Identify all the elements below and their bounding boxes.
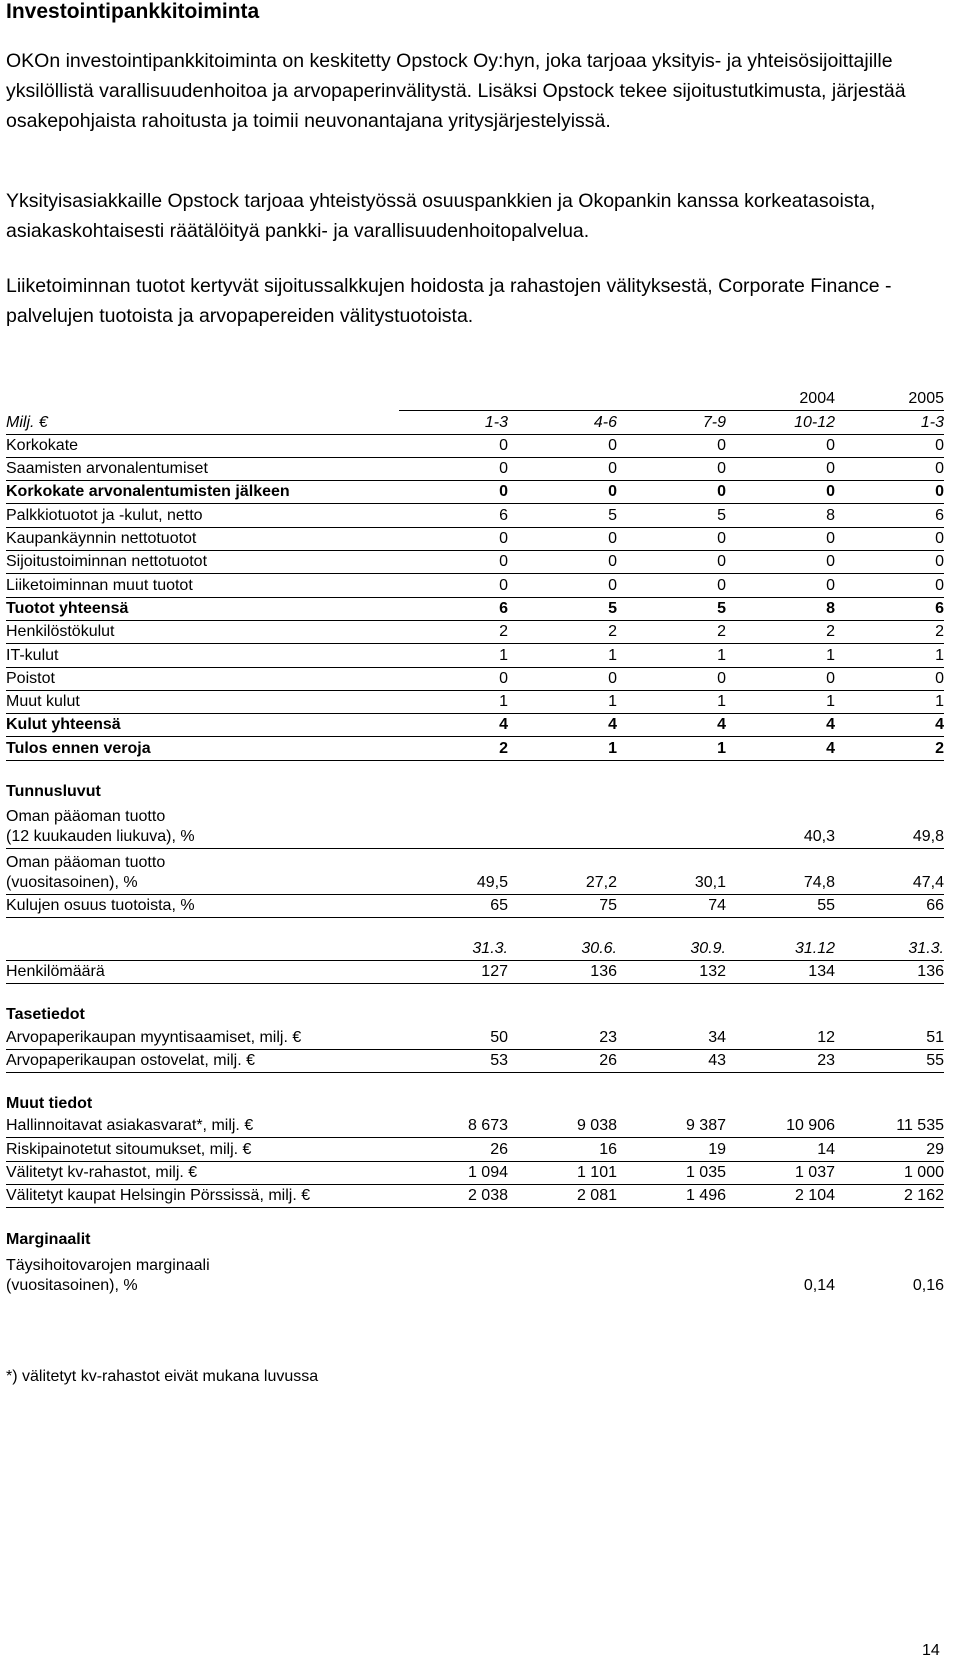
value-cell: 5 <box>617 599 726 621</box>
value-cell: 53 <box>399 1051 508 1073</box>
value-cell: 34 <box>617 1028 726 1050</box>
table-period-header <box>6 411 946 434</box>
value-cell: 0 <box>726 552 835 574</box>
footnote: *) välitetyt kv-rahastot eivät mukana luvussa <box>6 1368 319 1385</box>
table-row <box>6 668 946 691</box>
row-label: Sijoitustoiminnan nettotuotot <box>6 552 399 574</box>
table-row <box>6 528 946 551</box>
row-label: Riskipainotetut sitoumukset, milj. € <box>6 1140 399 1162</box>
value-cell: 0 <box>835 529 944 551</box>
table-row <box>6 504 946 527</box>
value-cell: 16 <box>508 1140 617 1162</box>
value-cell: 5 <box>508 506 617 528</box>
value-cell: 4 <box>726 715 835 737</box>
value-cell: 0 <box>399 529 508 551</box>
value-cell: 1 496 <box>617 1186 726 1208</box>
date-cell: 30.9. <box>617 939 726 961</box>
value-cell: 1 101 <box>508 1163 617 1185</box>
value-cell: 1 <box>508 646 617 668</box>
balance-section-title <box>6 1003 946 1026</box>
value-cell: 136 <box>835 962 944 984</box>
value-cell: 0 <box>835 459 944 481</box>
value-cell: 0 <box>726 482 835 504</box>
value-cell: 2 <box>835 622 944 644</box>
value-cell: 26 <box>399 1140 508 1162</box>
row-label: Korkokate arvonalentumisten jälkeen <box>6 482 399 504</box>
value-cell: 4 <box>399 715 508 737</box>
period-cell: 1-3 <box>399 413 508 435</box>
value-cell: 2 104 <box>726 1186 835 1208</box>
row-label: Korkokate <box>6 436 399 458</box>
value-cell: 2 <box>399 739 508 761</box>
value-cell: 0 <box>835 552 944 574</box>
value-cell: 6 <box>835 599 944 621</box>
value-cell: 2 081 <box>508 1186 617 1208</box>
value-cell: 50 <box>399 1028 508 1050</box>
table-row <box>6 961 946 984</box>
row-label: Henkilömäärä <box>6 962 399 984</box>
table-row <box>6 1050 946 1073</box>
value-cell: 4 <box>726 739 835 761</box>
table-row <box>6 598 946 621</box>
row-label: Oman pääoman tuotto <box>6 854 166 872</box>
value-cell: 2 162 <box>835 1186 944 1208</box>
value-cell: 27,2 <box>508 873 617 895</box>
value-cell: 4 <box>835 715 944 737</box>
value-cell: 0 <box>399 576 508 598</box>
value-cell: 0 <box>835 576 944 598</box>
table-row <box>6 737 946 760</box>
value-cell: 0 <box>508 529 617 551</box>
value-cell: 1 094 <box>399 1163 508 1185</box>
value-cell: 8 <box>726 506 835 528</box>
value-cell: 23 <box>726 1051 835 1073</box>
value-cell: 1 <box>508 692 617 714</box>
value-cell: 51 <box>835 1028 944 1050</box>
row-label: Kulujen osuus tuotoista, % <box>6 896 399 918</box>
value-cell: 4 <box>508 715 617 737</box>
row-label: Tulos ennen veroja <box>6 739 399 761</box>
value-cell: 0 <box>726 576 835 598</box>
table-row <box>6 1026 946 1049</box>
value-cell: 4 <box>617 715 726 737</box>
value-cell: 66 <box>835 896 944 918</box>
value-cell: 49,5 <box>399 873 508 895</box>
value-cell: 0 <box>726 529 835 551</box>
table-row <box>6 895 946 918</box>
year-2005: 2005 <box>835 389 944 411</box>
value-cell: 0 <box>399 482 508 504</box>
row-label: Saamisten arvonalentumiset <box>6 459 399 481</box>
table-row <box>6 574 946 597</box>
other-section-title <box>6 1092 946 1115</box>
value-cell: 2 <box>399 622 508 644</box>
staff-dates-header <box>6 937 946 960</box>
value-cell: 8 673 <box>399 1116 508 1138</box>
table-row <box>6 849 946 895</box>
value-cell: 0 <box>617 482 726 504</box>
value-cell: 1 <box>726 646 835 668</box>
value-cell: 0 <box>726 459 835 481</box>
value-cell: 136 <box>508 962 617 984</box>
table-row <box>6 1115 946 1138</box>
value-cell <box>399 1296 508 1297</box>
row-label: Liiketoiminnan muut tuotot <box>6 576 399 598</box>
value-cell: 1 035 <box>617 1163 726 1185</box>
value-cell: 1 <box>835 692 944 714</box>
table-row <box>6 691 946 714</box>
value-cell: 1 <box>399 646 508 668</box>
value-cell: 6 <box>399 506 508 528</box>
value-cell: 0 <box>835 669 944 691</box>
value-cell: 0 <box>508 669 617 691</box>
value-cell: 1 <box>617 739 726 761</box>
value-cell: 0 <box>617 552 726 574</box>
financial-table <box>6 388 946 1297</box>
row-label: Arvopaperikaupan ostovelat, milj. € <box>6 1051 399 1073</box>
value-cell: 10 906 <box>726 1116 835 1138</box>
value-cell: 2 <box>726 622 835 644</box>
value-cell: 65 <box>399 896 508 918</box>
private-clients-paragraph: Yksityisasiakkaille Opstock tarjoaa yhteistyössä osuuspankkien ja Okopankin kanssa korkeatasoista, asiakaskohtaisesti räätälöityä pankki- ja varallisuudenhoitopalvelua. <box>6 190 876 242</box>
margins-section-title <box>6 1227 946 1250</box>
value-cell: 1 <box>617 646 726 668</box>
table-row <box>6 1138 946 1161</box>
value-cell: 74 <box>617 896 726 918</box>
value-cell: 43 <box>617 1051 726 1073</box>
table-year-header <box>6 388 946 411</box>
table-row <box>6 458 946 481</box>
kpi-section-title <box>6 780 946 803</box>
value-cell <box>617 847 726 849</box>
value-cell <box>508 1296 617 1297</box>
value-cell: 0 <box>617 529 726 551</box>
row-label: Poistot <box>6 669 399 691</box>
row-label: Täysihoitovarojen marginaali <box>6 1256 210 1274</box>
value-cell: 75 <box>508 896 617 918</box>
period-cell: 7-9 <box>617 413 726 435</box>
revenue-paragraph: Liiketoiminnan tuotot kertyvät sijoitussalkkujen hoidosta ja rahastojen välityksestä, Corporate Finance -palvelujen tuotoista ja arvopapereiden välitystuotoista. <box>6 275 892 327</box>
row-label: Tuotot yhteensä <box>6 599 399 621</box>
value-cell: 0 <box>399 552 508 574</box>
unit-label: Milj. € <box>6 413 399 435</box>
value-cell: 132 <box>617 962 726 984</box>
period-cell: 10-12 <box>726 413 835 435</box>
value-cell: 11 535 <box>835 1116 944 1138</box>
value-cell: 0 <box>726 669 835 691</box>
row-label: Muut kulut <box>6 692 399 714</box>
value-cell: 30,1 <box>617 873 726 895</box>
value-cell: 40,3 <box>726 827 835 849</box>
value-cell: 8 <box>726 599 835 621</box>
row-label: Henkilöstökulut <box>6 622 399 644</box>
value-cell <box>617 1296 726 1297</box>
table-row <box>6 1162 946 1185</box>
value-cell: 19 <box>617 1140 726 1162</box>
value-cell: 0 <box>399 459 508 481</box>
value-cell: 23 <box>508 1028 617 1050</box>
date-cell: 31.12 <box>726 939 835 961</box>
table-row <box>6 644 946 667</box>
period-cell: 1-3 <box>835 413 944 435</box>
value-cell: 49,8 <box>835 827 944 849</box>
table-row <box>6 714 946 737</box>
value-cell: 5 <box>508 599 617 621</box>
value-cell: 2 038 <box>399 1186 508 1208</box>
row-label: Arvopaperikaupan myyntisaamiset, milj. € <box>6 1028 399 1050</box>
table-row <box>6 1251 946 1297</box>
table-row <box>6 435 946 458</box>
value-cell: 127 <box>399 962 508 984</box>
row-label: (vuositasoinen), % <box>6 874 138 892</box>
value-cell: 0 <box>835 482 944 504</box>
value-cell: 1 <box>508 739 617 761</box>
value-cell: 134 <box>726 962 835 984</box>
value-cell: 1 037 <box>726 1163 835 1185</box>
value-cell: 0 <box>617 436 726 458</box>
value-cell: 0 <box>399 669 508 691</box>
row-label: (vuositasoinen), % <box>6 1276 138 1294</box>
income-rows <box>6 435 946 761</box>
row-label: Palkkiotuotot ja -kulut, netto <box>6 506 399 528</box>
value-cell: 0 <box>617 576 726 598</box>
value-cell: 0 <box>508 552 617 574</box>
table-row <box>6 1185 946 1208</box>
section-title: Marginaalit <box>6 1230 91 1248</box>
table-row <box>6 481 946 504</box>
balance-rows <box>6 1026 946 1073</box>
document-title: Investointipankkitoiminta <box>6 0 260 23</box>
value-cell: 0,16 <box>912 1276 944 1294</box>
value-cell: 9 387 <box>617 1116 726 1138</box>
intro-paragraph: OKOn investointipankkitoiminta on keskitetty Opstock Oy:hyn, joka tarjoaa yksityis- ja yhteisösijoittajille yksilöllistä varallisuudenhoitoa ja arvopaperinvälitystä. Lisäksi Opstock tekee sijoitustutkimusta, järjestää osakepohjaista rahoitusta ja toimii neuvonantajana yritysjärjestelyissä. <box>6 50 906 132</box>
date-cell: 31.3. <box>399 939 508 961</box>
value-cell: 12 <box>726 1028 835 1050</box>
page-number: 14 <box>922 1642 940 1659</box>
row-label: (12 kuukauden liukuva), % <box>6 828 195 846</box>
value-cell: 0,14 <box>803 1276 835 1294</box>
value-cell <box>399 847 508 849</box>
row-label: Oman pääoman tuotto <box>6 808 166 826</box>
value-cell: 1 <box>726 692 835 714</box>
value-cell: 1 <box>835 646 944 668</box>
value-cell: 2 <box>835 739 944 761</box>
other-rows <box>6 1115 946 1208</box>
row-label: Kulut yhteensä <box>6 715 399 737</box>
row-label: Hallinnoitavat asiakasvarat*, milj. € <box>6 1116 399 1138</box>
value-cell: 2 <box>508 622 617 644</box>
date-cell: 31.3. <box>835 939 944 961</box>
value-cell: 5 <box>617 506 726 528</box>
value-cell: 0 <box>399 436 508 458</box>
value-cell: 26 <box>508 1051 617 1073</box>
value-cell: 0 <box>508 482 617 504</box>
value-cell: 0 <box>617 669 726 691</box>
value-cell: 0 <box>508 576 617 598</box>
date-cell: 30.6. <box>508 939 617 961</box>
row-label: Välitetyt kv-rahastot, milj. € <box>6 1163 399 1185</box>
value-cell: 1 000 <box>835 1163 944 1185</box>
value-cell: 0 <box>508 459 617 481</box>
value-cell: 29 <box>835 1140 944 1162</box>
year-2004: 2004 <box>399 389 835 411</box>
value-cell: 0 <box>726 436 835 458</box>
value-cell: 2 <box>617 622 726 644</box>
row-label: Kaupankäynnin nettotuotot <box>6 529 399 551</box>
value-cell: 47,4 <box>835 873 944 895</box>
value-cell: 6 <box>835 506 944 528</box>
table-row <box>6 551 946 574</box>
value-cell <box>508 847 617 849</box>
value-cell: 14 <box>726 1140 835 1162</box>
value-cell: 0 <box>835 436 944 458</box>
section-title: Tasetiedot <box>6 1006 85 1024</box>
value-cell: 74,8 <box>726 873 835 895</box>
value-cell: 1 <box>399 692 508 714</box>
value-cell: 0 <box>508 436 617 458</box>
value-cell: 55 <box>726 896 835 918</box>
value-cell: 55 <box>835 1051 944 1073</box>
value-cell: 0 <box>617 459 726 481</box>
section-title: Tunnusluvut <box>6 783 101 801</box>
row-label: IT-kulut <box>6 646 399 668</box>
table-row <box>6 803 946 849</box>
value-cell: 6 <box>399 599 508 621</box>
table-row <box>6 621 946 644</box>
row-label: Välitetyt kaupat Helsingin Pörssissä, milj. € <box>6 1186 399 1208</box>
section-title: Muut tiedot <box>6 1095 93 1113</box>
value-cell: 1 <box>617 692 726 714</box>
period-cell: 4-6 <box>508 413 617 435</box>
value-cell: 9 038 <box>508 1116 617 1138</box>
